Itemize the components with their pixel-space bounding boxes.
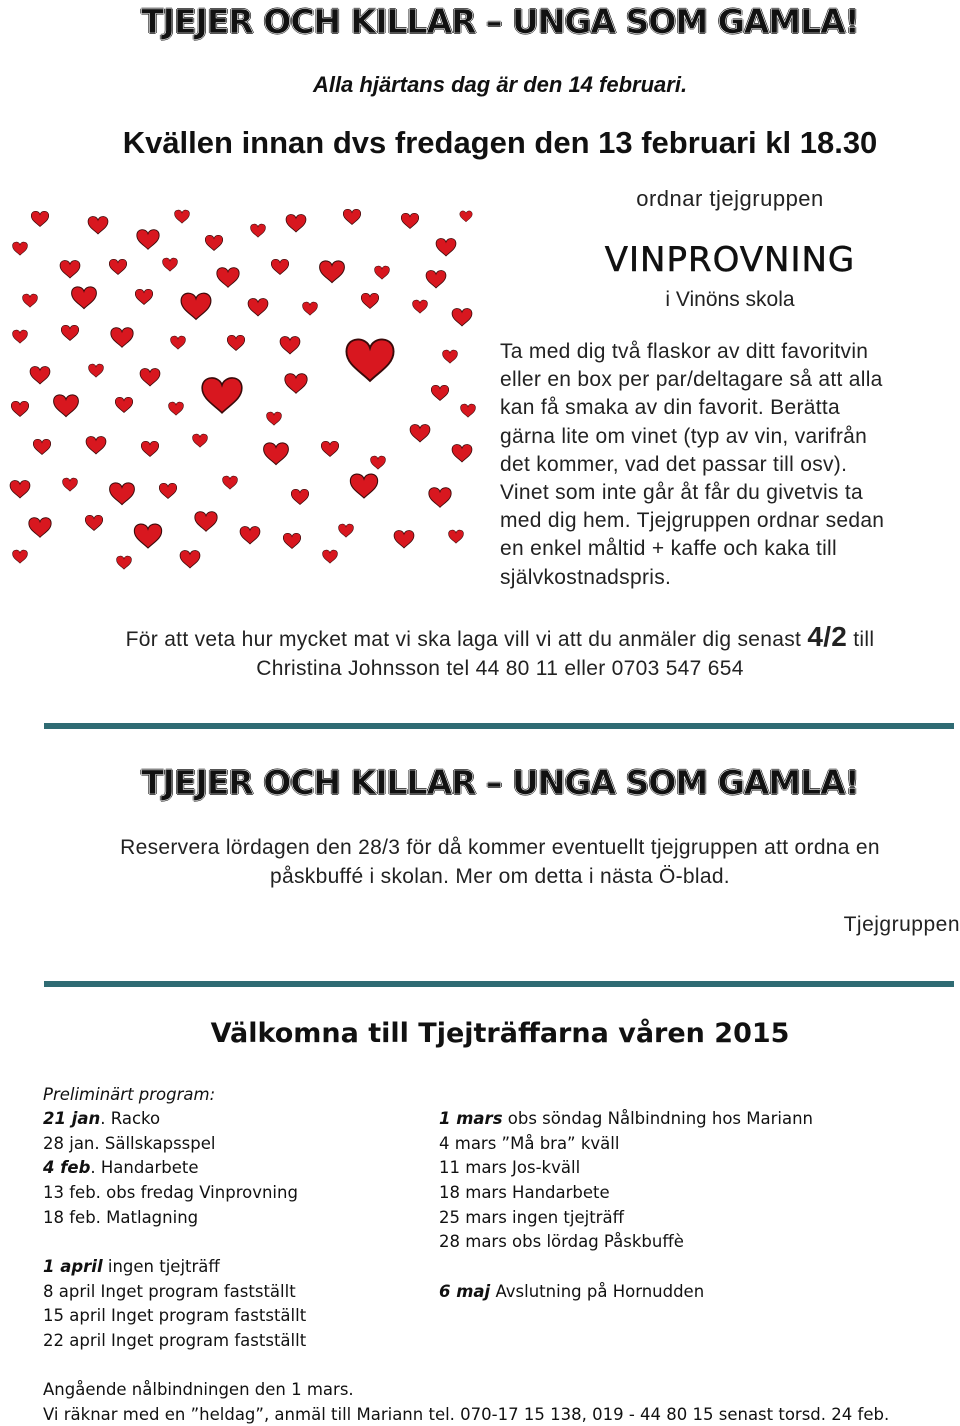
description-line: kan få smaka av din favorit. Berätta — [500, 396, 840, 420]
heart-icon — [443, 350, 458, 363]
heart-icon — [460, 211, 472, 222]
program-item — [439, 1132, 813, 1157]
heart-icon — [283, 533, 300, 548]
hearts-illustration — [0, 195, 490, 580]
heart-icon — [346, 339, 393, 380]
program-list-left — [43, 1107, 298, 1230]
section-divider — [44, 723, 954, 729]
program-item-text: 18 mars Handarbete — [439, 1183, 610, 1203]
heart-icon — [321, 441, 338, 456]
reservation-line: påskbuffé i skolan. Mer om detta i nästa Ö-blad. — [270, 865, 730, 888]
heart-icon — [60, 260, 80, 277]
program-list-april — [43, 1255, 306, 1354]
heart-icon — [111, 328, 133, 348]
program-item — [439, 1181, 813, 1206]
heart-icon — [180, 550, 200, 567]
event-title: VINPROVNING — [604, 240, 856, 280]
heart-icon — [223, 476, 238, 489]
heart-icon — [181, 293, 211, 319]
program-item-date: 1 mars — [439, 1109, 503, 1128]
valentines-date-line: Alla hjärtans dag är den 14 februari. — [312, 72, 688, 97]
program-item — [43, 1280, 306, 1305]
heart-icon — [63, 478, 78, 491]
organizer-line: ordnar tjejgruppen — [636, 186, 824, 211]
heart-icon — [449, 530, 464, 543]
heart-icon — [89, 364, 104, 377]
event-date-line: Kvällen innan dvs fredagen den 13 februari kl 18.30 — [122, 125, 878, 160]
program-item-text: . Racko — [100, 1109, 161, 1128]
signup-paragraph — [0, 622, 960, 683]
heart-icon — [436, 238, 456, 255]
program-item — [439, 1230, 813, 1255]
program-item-date: 1 april — [43, 1257, 103, 1276]
program-item-text: 28 mars obs lördag Påskbuffè — [439, 1232, 684, 1252]
heart-icon — [195, 512, 217, 532]
reservation-paragraph — [0, 833, 960, 891]
heart-icon — [452, 444, 472, 461]
program-item-text: ingen tjejträff — [102, 1257, 220, 1276]
heart-icon — [227, 335, 244, 350]
heart-icon — [280, 336, 300, 353]
program-item — [439, 1280, 704, 1305]
heart-icon — [271, 259, 288, 274]
signup-contact: Christina Johnsson tel 44 80 11 eller 0703 547 654 — [256, 657, 744, 680]
program-item-text: 8 april Inget program fastställt — [43, 1281, 296, 1301]
program-item — [43, 1304, 306, 1329]
heart-icon — [394, 530, 414, 547]
heart-icon — [426, 270, 446, 287]
signup-text: För att veta hur mycket mat vi ska laga vill vi att du anmäler dig senast — [125, 628, 802, 651]
program-item — [43, 1132, 298, 1157]
signup-line-1 — [0, 622, 960, 654]
program-item-text: 25 mars ingen tjejträff — [439, 1207, 624, 1227]
heart-icon — [320, 261, 345, 283]
program-item — [43, 1329, 306, 1354]
heart-icon — [72, 287, 97, 309]
signup-deadline: 4/2 — [807, 621, 848, 652]
heart-icon — [303, 302, 318, 315]
heart-icon — [61, 325, 78, 340]
program-item — [43, 1206, 298, 1231]
description-line: en enkel måltid + kaffe och kaka till — [500, 537, 837, 561]
heart-icon — [23, 294, 38, 307]
program-item-date: 4 feb — [43, 1158, 91, 1178]
program-intro: Preliminärt program: — [43, 1085, 216, 1104]
footer-line: Vi räknar med en ”heldag”, anmäl till Mariann tel. 070-17 15 138, 019 - 44 80 15 senast torsd. 24 feb. — [43, 1404, 890, 1424]
heart-icon — [29, 518, 51, 538]
heart-icon — [286, 214, 306, 231]
program-list-may — [439, 1280, 704, 1305]
heart-icon — [410, 424, 430, 441]
heart-icon — [30, 366, 50, 383]
program-item-text: 28 jan. Sällskapsspel — [43, 1133, 216, 1153]
heart-icon — [109, 259, 126, 274]
description-line: Ta med dig två flaskor av ditt favoritvin — [500, 340, 869, 363]
heart-icon — [169, 402, 184, 415]
program-item-date: 6 maj — [439, 1282, 491, 1301]
heart-icon — [264, 443, 289, 465]
heart-icon — [141, 441, 158, 456]
heart-shapes — [10, 209, 475, 569]
heart-icon — [171, 336, 186, 349]
heart-icon — [343, 209, 360, 224]
heart-icon — [163, 258, 178, 271]
heart-icon — [217, 268, 239, 288]
heart-icon — [110, 483, 135, 505]
signature: Tjejgruppen — [843, 913, 960, 936]
heart-icon — [461, 404, 476, 417]
heart-icon — [117, 556, 132, 569]
signup-text-end: till — [853, 628, 875, 651]
heart-icon — [429, 488, 451, 508]
heart-icon — [10, 480, 30, 497]
program-item — [43, 1255, 306, 1280]
heart-icon — [159, 483, 176, 498]
heart-icon — [291, 489, 308, 504]
event-location: i Vinöns skola — [665, 288, 795, 311]
heart-icon — [135, 289, 152, 304]
heart-icon — [248, 298, 268, 315]
program-item-text: 11 mars Jos-kväll — [439, 1158, 581, 1178]
heart-icon — [33, 439, 50, 454]
heart-icon — [13, 330, 28, 343]
heart-icon — [339, 524, 354, 537]
heart-icon — [11, 401, 28, 416]
program-list-right — [439, 1107, 813, 1255]
section-divider — [44, 981, 954, 987]
heart-icon — [413, 300, 428, 313]
heart-icon — [431, 385, 448, 400]
heart-icon — [371, 456, 386, 469]
heart-icon — [134, 524, 161, 548]
program-title: Välkomna till Tjejträffarna våren 2015 — [210, 1018, 790, 1049]
program-item-text: 15 april Inget program fastställt — [43, 1306, 307, 1326]
description-line: Vinet som inte går åt får du givetvis ta — [500, 481, 863, 505]
program-item — [43, 1156, 298, 1181]
heart-icon — [452, 308, 472, 325]
description-line: gärna lite om vinet (typ av vin, varifrån — [500, 424, 868, 448]
event-description — [500, 338, 950, 592]
description-line: med dig hem. Tjejgruppen ordnar sedan — [500, 509, 885, 533]
heart-icon — [202, 378, 242, 413]
heart-icon — [323, 550, 338, 563]
program-item-text: 13 feb. obs fredag Vinprovning — [43, 1183, 298, 1203]
program-item-text: 18 feb. Matlagning — [43, 1207, 199, 1227]
program-item-text: 22 april Inget program fastställt — [43, 1331, 307, 1351]
description-line: det kommer, vad det passar till osv). — [500, 452, 848, 476]
heart-icon — [401, 213, 418, 228]
section-headline: TJEJER OCH KILLAR – UNGA SOM GAMLA! — [141, 763, 859, 802]
program-item-text: . Handarbete — [90, 1158, 199, 1178]
program-item-text: Avslutning på Hornudden — [490, 1282, 705, 1301]
heart-icon — [88, 216, 108, 233]
heart-icon — [86, 436, 106, 453]
heart-icon — [85, 515, 102, 530]
page-headline: TJEJER OCH KILLAR – UNGA SOM GAMLA! — [141, 2, 859, 41]
program-item-text: 4 mars ”Må bra” kväll — [439, 1133, 620, 1153]
heart-icon — [240, 526, 260, 543]
footer-line: Angående nålbindningen den 1 mars. — [43, 1380, 354, 1399]
heart-icon — [175, 210, 190, 223]
heart-icon — [251, 224, 266, 237]
program-item — [439, 1107, 813, 1132]
heart-icon — [193, 434, 208, 447]
reservation-line: Reservera lördagen den 28/3 för då kommer eventuellt tjejgruppen att ordna en — [120, 836, 880, 859]
heart-icon — [267, 412, 282, 425]
heart-icon — [205, 235, 222, 250]
heart-icon — [140, 368, 160, 385]
heart-icon — [137, 230, 159, 250]
program-item-date: 21 jan — [43, 1109, 101, 1128]
heart-icon — [361, 293, 378, 308]
heart-icon — [115, 397, 132, 412]
description-line: självkostnadspris. — [500, 565, 672, 589]
program-footer — [43, 1378, 889, 1426]
program-item-text: obs söndag Nålbindning hos Mariann — [502, 1109, 814, 1128]
program-item — [43, 1107, 298, 1132]
program-item — [439, 1156, 813, 1181]
description-line: eller en box per par/deltagare så att alla — [500, 368, 883, 392]
heart-icon — [285, 374, 307, 394]
heart-icon — [13, 242, 28, 255]
heart-icon — [13, 550, 28, 563]
heart-icon — [54, 395, 79, 417]
program-item — [439, 1206, 813, 1231]
heart-icon — [350, 474, 377, 498]
heart-icon — [31, 211, 48, 226]
program-item — [43, 1181, 298, 1206]
heart-icon — [375, 266, 390, 279]
